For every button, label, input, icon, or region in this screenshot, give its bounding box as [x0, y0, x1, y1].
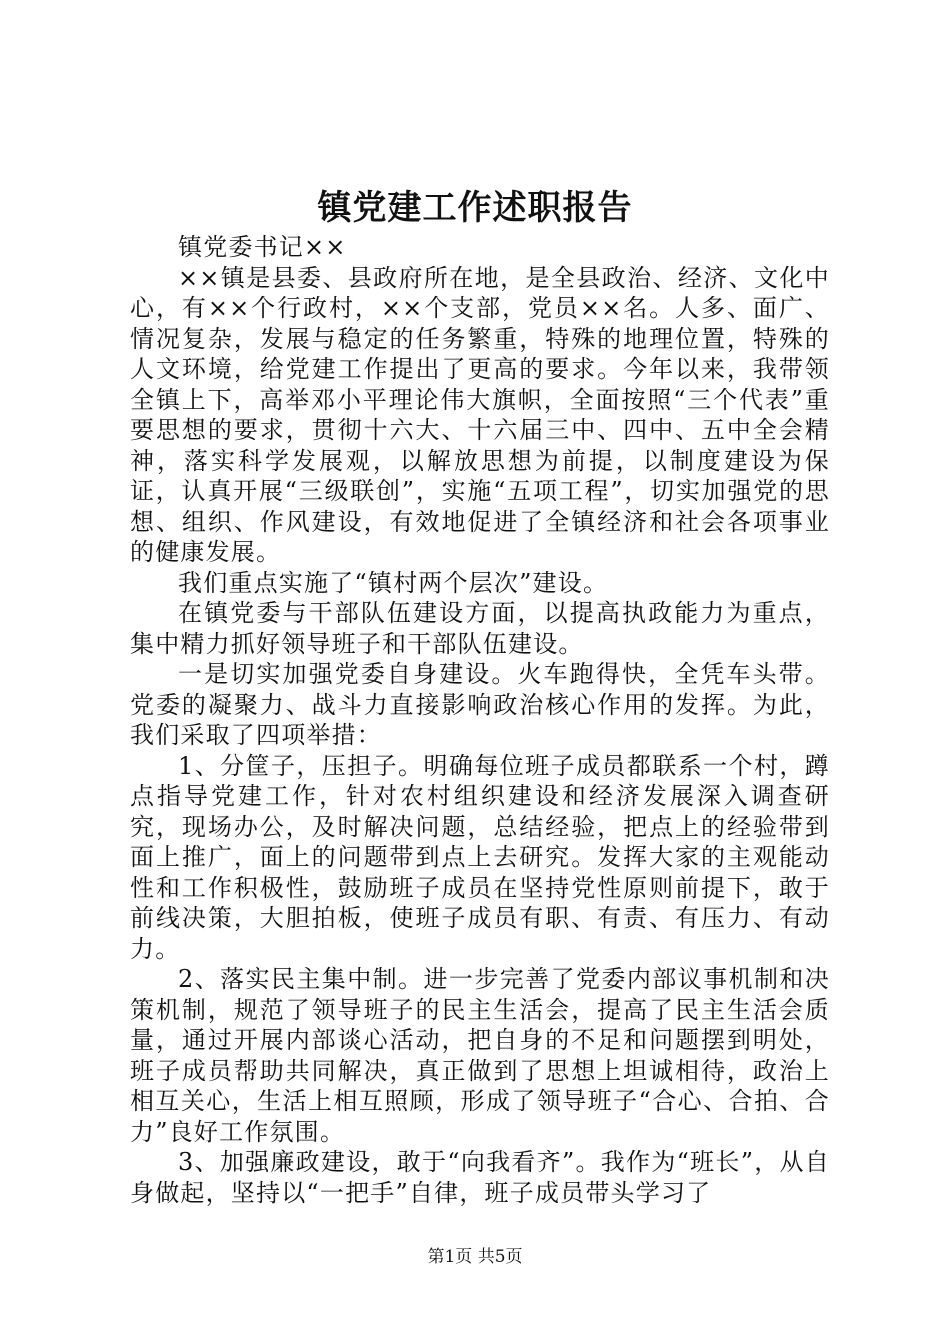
- paragraph-intro: ××镇是县委、县政府所在地，是全县政治、经济、文化中心，有××个行政村，××个支部，党员××名。人多、面广、情况复杂，发展与稳定的任务繁重，特殊的地理位置，特殊的人文环境，给党建工作提出了更高的要求。今年以来，我带领全镇上下，高举邓小平理论伟大旗帜，全面按照“三个代表”重要思想的要求，贯彻十六大、十六届三中、四中、五中全会精神，落实科学发展观，以解放思想为前提，以制度建设为保证，认真开展“三级联创”，实施“五项工程”，切实加强党的思想、组织、作风建设，有效地促进了全镇经济和社会各项事业的健康发展。: [130, 263, 830, 566]
- author-line: 镇党委书记××: [178, 233, 347, 261]
- page-footer: 第1页 共5页: [427, 1247, 523, 1267]
- paragraph-measure-2: 2、落实民主集中制。进一步完善了党委内部议事机制和决策机制，规范了领导班子的民主生活会，提高了民主生活会质量，通过开展内部谈心活动，把自身的不足和问题摆到明处，班子成员帮助共同解决，真正做到了思想上坦诚相待，政治上相互关心，生活上相互照顾，形成了领导班子“合心、合拍、合力”良好工作氛围。: [130, 965, 830, 1146]
- paragraph-focus: 我们重点实施了“镇村两个层次”建设。: [178, 568, 609, 597]
- paragraph-measure-1: 1、分筐子，压担子。明确每位班子成员都联系一个村，蹲点指导党建工作，针对农村组织建设和经济发展深入调查研究，现场办公，及时解决问题，总结经验，把点上的经验带到面上推广，面上的问题带到点上去研究。发挥大家的主观能动性和工作积极性，鼓励班子成员在坚持党性原则前提下，敢于前线决策，大胆拍板，使班子成员有职、有责、有压力、有动力。: [130, 751, 830, 963]
- paragraph-cadre-building: 在镇党委与干部队伍建设方面，以提高执政能力为重点，集中精力抓好领导班子和干部队伍建设。: [130, 599, 830, 658]
- paragraph-point-one: 一是切实加强党委自身建设。火车跑得快，全凭车头带。党委的凝聚力、战斗力直接影响政治核心作用的发挥。为此，我们采取了四项举措：: [130, 660, 830, 749]
- document-body: [130, 232, 830, 1208]
- paragraph-measure-3: 3、加强廉政建设，敢于“向我看齐”。我作为“班长”，从自身做起，坚持以“一把手”自律，班子成员带头学习了: [130, 1148, 830, 1207]
- document-title: 镇党建工作述职报告: [317, 188, 633, 228]
